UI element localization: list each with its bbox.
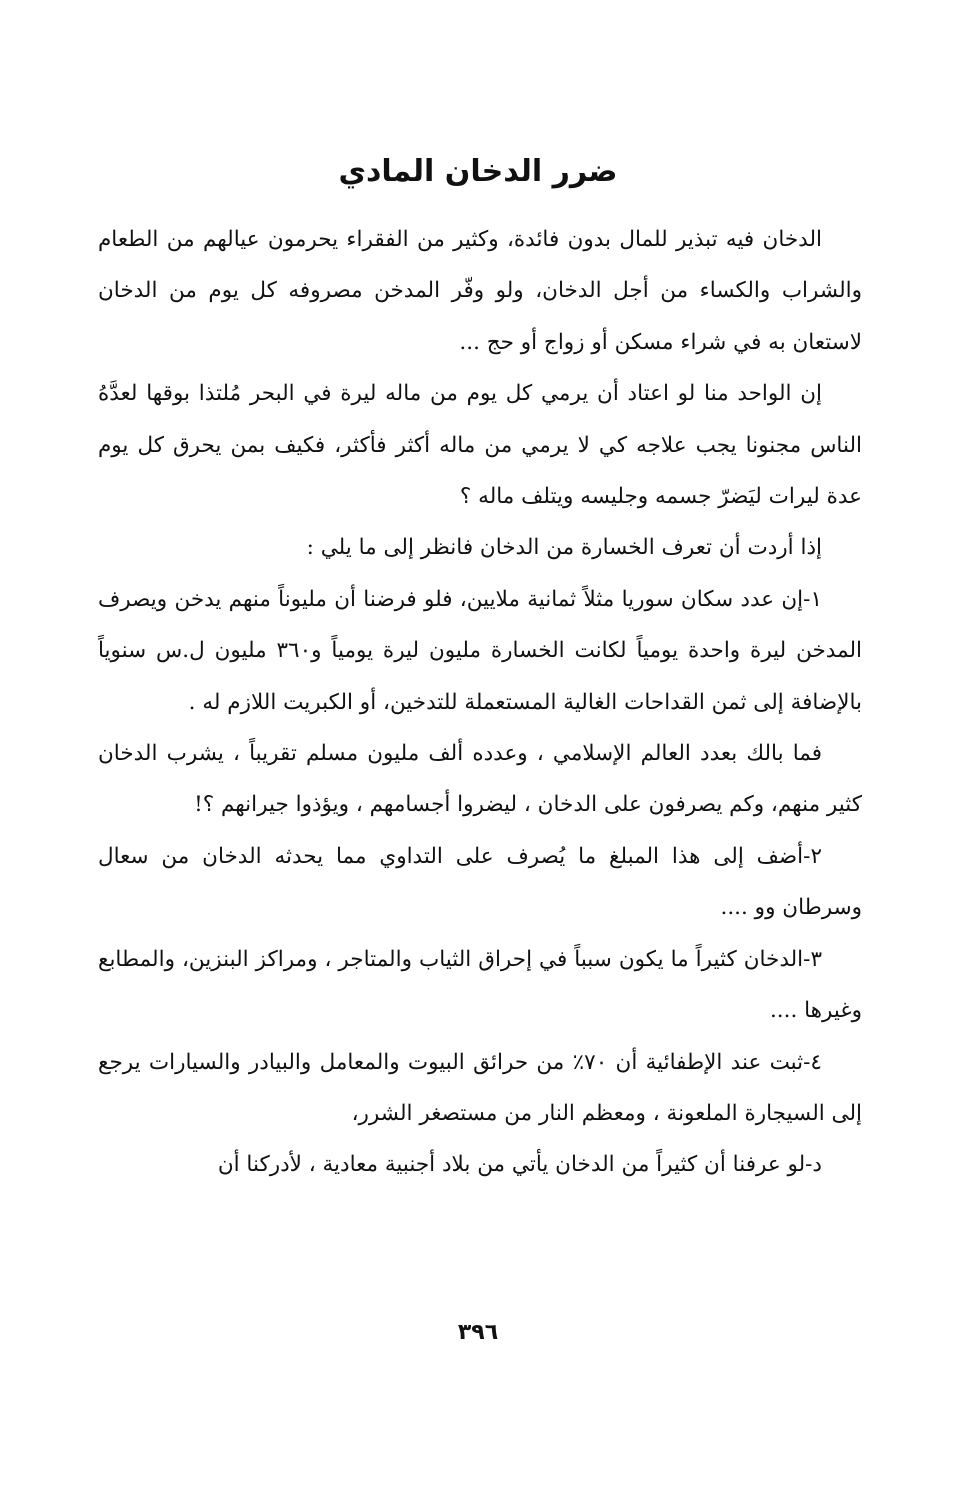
paragraph-6: ٢-أضف إلى هذا المبلغ ما يُصرف على التداوي مما يحدثه الدخان من سعال وسرطان وو .... <box>98 843 862 921</box>
page-number: ٣٩٦ <box>457 1320 499 1345</box>
paragraph-7: ٣-الدخان كثيراً ما يكون سبباً في إحراق الثياب والمتاجر ، ومراكز البنزين، والمطابع وغيرها .... <box>98 946 862 1024</box>
paragraph-3: إذا أردت أن تعرف الخسارة من الدخان فانظر إلى ما يلي : <box>306 535 822 561</box>
paragraph-1: الدخان فيه تبذير للمال بدون فائدة، وكثير من الفقراء يحرمون عيالهم من الطعام والشراب والكساء من أجل الدخان، ولو وفّر المدخن مصروفه كل يوم من الدخان لاستعان به في شراء مسكن أو زواج أو حج ... <box>98 227 862 355</box>
paragraph-8: ٤-ثبت عند الإطفائية أن ٧٠٪ من حرائق البيوت والمعامل والبيادر والسيارات يرجع إلى السيجارة الملعونة ، ومعظم النار من مستصغر الشرر، <box>98 1049 862 1126</box>
paragraph-9: د-لو عرفنا أن كثيراً من الدخان يأتي من بلاد أجنبية معادية ، لأدركنا أن <box>217 1152 822 1178</box>
paragraph-4: ١-إن عدد سكان سوريا مثلاً ثمانية ملايين، فلو فرضنا أن مليوناً منهم يدخن ويصرف المدخن ليرة واحدة يومياً لكانت الخسارة مليون ليرة يومياً و٣٦٠ مليون ل.س سنوياً بالإضافة إلى ثمن القداحات الغالية المستعملة للتدخين، أو الكبريت اللازم له . <box>98 586 862 715</box>
page-title: ضرر الدخان المادي <box>338 154 618 189</box>
paragraph-5: فما بالك بعدد العالم الإسلامي ، وعدده ألف مليون مسلم تقريباً ، يشرب الدخان كثير منهم، وكم يصرفون على الدخان ، ليضروا أجسامهم ، ويؤذوا جيرانهم ؟! <box>98 741 862 818</box>
paragraph-2: إن الواحد منا لو اعتاد أن يرمي كل يوم من ماله ليرة في البحر مُلتذا بوقها لعدَّهُ الناس مجنونا يجب علاجه كي لا يرمي من ماله أكثر فأكثر، فكيف بمن يحرق كل يوم عدة ليرات ليَضرّ جسمه وجليسه ويتلف ماله ؟ <box>98 381 862 510</box>
body-text <box>98 214 862 1191</box>
